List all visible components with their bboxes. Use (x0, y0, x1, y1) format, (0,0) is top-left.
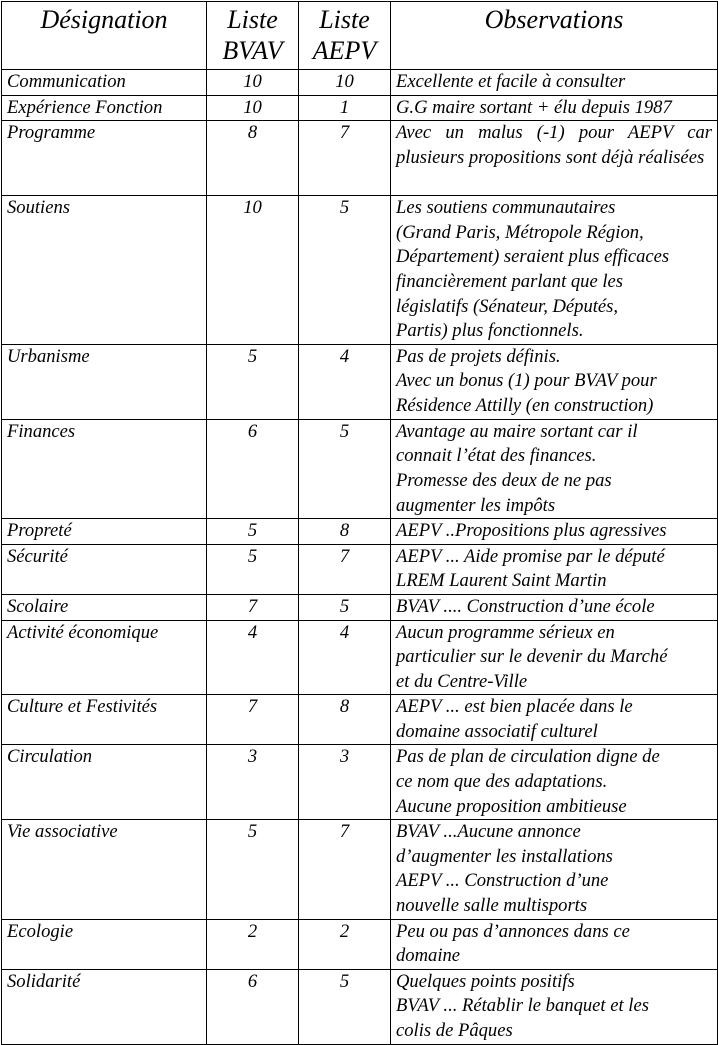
score-aepv-cell: 10 (299, 70, 391, 96)
observation-line: Peu ou pas d’annonces dans ce (396, 920, 630, 942)
score-aepv-cell: 7 (299, 121, 391, 196)
observation-line: Avec un bonus (1) pour BVAV pour (396, 370, 657, 392)
designation-cell: Soutiens (2, 196, 207, 345)
observation-line: LREM Laurent Saint Martin (396, 570, 607, 592)
designation-cell: Sécurité (2, 544, 207, 594)
observation-line: Aucune proposition ambitieuse (396, 795, 627, 817)
score-bvav-cell: 8 (207, 121, 299, 196)
score-bvav-cell: 7 (207, 695, 299, 745)
score-bvav-cell: 10 (207, 95, 299, 121)
header-observations (391, 2, 718, 70)
header-liste-bvav-line2: BVAV (222, 36, 283, 65)
observation-line: nouvelle salle multisports (396, 895, 588, 917)
score-aepv-cell: 3 (299, 745, 391, 820)
designation-cell: Programme (2, 121, 207, 196)
observation-line: Quelques points positifs (396, 970, 575, 992)
observation-line: colis de Pâques (396, 1020, 513, 1041)
observations-cell (391, 695, 718, 745)
table-row (2, 919, 718, 969)
score-aepv-cell: 8 (299, 695, 391, 745)
observation-line: Pas de plan de circulation digne de (396, 746, 660, 768)
score-aepv-cell: 7 (299, 820, 391, 919)
observations-cell (391, 745, 718, 820)
table-row (2, 419, 718, 518)
observation-line: AEPV ... est bien placée dans le (396, 696, 633, 718)
score-aepv-cell: 4 (299, 344, 391, 419)
comparison-table (1, 1, 718, 1045)
designation-cell: Propreté (2, 519, 207, 545)
observation-line: domaine (396, 945, 461, 967)
header-row (2, 2, 718, 70)
header-liste-aepv-line2: AEPV (312, 36, 377, 65)
score-bvav-cell: 5 (207, 820, 299, 919)
designation-cell: Activité économique (2, 620, 207, 695)
designation-cell: Finances (2, 419, 207, 518)
header-liste-bvav (207, 2, 299, 70)
observation-line: Les soutiens communautaires (396, 197, 616, 219)
observations-cell (391, 196, 718, 345)
table-row (2, 121, 718, 196)
designation-cell: Scolaire (2, 594, 207, 620)
table-row (2, 745, 718, 820)
observation-line: Avantage au maire sortant car il (396, 420, 638, 442)
table-row (2, 594, 718, 620)
observation-line: Aucun programme sérieux en (396, 621, 615, 643)
score-bvav-cell: 3 (207, 745, 299, 820)
observation-line: BVAV ... Rétablir le banquet et les (396, 995, 649, 1017)
observation-line: Département) seraient plus efficaces (396, 246, 670, 268)
observation-line: AEPV ... Aide promise par le député (396, 545, 665, 567)
observations-cell (391, 344, 718, 419)
score-aepv-cell: 5 (299, 196, 391, 345)
table-row (2, 519, 718, 545)
score-bvav-cell: 6 (207, 969, 299, 1044)
score-bvav-cell: 6 (207, 419, 299, 518)
table-row (2, 70, 718, 96)
table-row (2, 969, 718, 1044)
observations-cell (391, 919, 718, 969)
observation-line: Résidence Attilly (en construction) (396, 394, 654, 416)
designation-cell: Solidarité (2, 969, 207, 1044)
designation-cell: Ecologie (2, 919, 207, 969)
observations-cell (391, 594, 718, 620)
header-liste-aepv (299, 2, 391, 70)
header-liste-aepv-line1: Liste (319, 5, 370, 34)
table-row (2, 344, 718, 419)
observation-line: BVAV ...Aucune annonce (396, 821, 581, 843)
observation-line: Excellente et facile à consulter (396, 71, 626, 92)
observation-line: BVAV .... Construction d’une école (396, 595, 655, 617)
observation-line: financièrement parlant que les (396, 270, 624, 292)
score-bvav-cell: 4 (207, 620, 299, 695)
designation-cell: Circulation (2, 745, 207, 820)
score-aepv-cell: 4 (299, 620, 391, 695)
observation-line: (Grand Paris, Métropole Région, (396, 221, 644, 243)
observation-line: Promesse des deux de ne pas (396, 469, 612, 491)
observation-line: Partis) plus fonctionnels. (396, 320, 584, 342)
score-aepv-cell: 5 (299, 969, 391, 1044)
observation-line: augmenter les impôts (396, 494, 556, 516)
table-row (2, 820, 718, 919)
score-bvav-cell: 2 (207, 919, 299, 969)
observations-cell (391, 820, 718, 919)
observations-cell (391, 70, 718, 96)
observation-line: G.G maire sortant + élu depuis 1987 (396, 96, 672, 118)
score-bvav-cell: 5 (207, 519, 299, 545)
observations-cell (391, 121, 718, 196)
score-aepv-cell: 7 (299, 544, 391, 594)
observation-line: AEPV ... Construction d’une (396, 870, 609, 892)
designation-cell: Urbanisme (2, 344, 207, 419)
score-aepv-cell: 5 (299, 594, 391, 620)
table-row (2, 620, 718, 695)
table-row (2, 196, 718, 345)
observation-line: particulier sur le devenir du Marché (396, 646, 668, 668)
observation-line: connait l’état des finances. (396, 445, 597, 467)
observation-line: législatifs (Sénateur, Députés, (396, 295, 619, 317)
table-row (2, 544, 718, 594)
observation-line: domaine associatif culturel (396, 720, 598, 742)
score-bvav-cell: 5 (207, 544, 299, 594)
observations-cell (391, 519, 718, 545)
designation-cell: Expérience Fonction (2, 95, 207, 121)
score-aepv-cell: 5 (299, 419, 391, 518)
observations-cell (391, 419, 718, 518)
score-bvav-cell: 10 (207, 70, 299, 96)
header-observations-label: Observations (484, 5, 624, 34)
observation-line: Avec un malus (-1) pour AEPV car plusieurs propositions sont déjà réalisées (396, 122, 712, 168)
score-aepv-cell: 8 (299, 519, 391, 545)
score-bvav-cell: 10 (207, 196, 299, 345)
designation-cell: Communication (2, 70, 207, 96)
observation-line: AEPV ..Propositions plus agressives (396, 520, 667, 542)
observations-cell (391, 544, 718, 594)
score-aepv-cell: 1 (299, 95, 391, 121)
observations-cell (391, 95, 718, 121)
observations-cell (391, 969, 718, 1044)
observation-line: et du Centre-Ville (396, 670, 528, 692)
designation-cell: Vie associative (2, 820, 207, 919)
observation-line: d’augmenter les installations (396, 845, 613, 867)
header-designation (2, 2, 207, 70)
header-liste-bvav-line1: Liste (227, 5, 278, 34)
table-body (2, 70, 718, 1045)
designation-cell: Culture et Festivités (2, 695, 207, 745)
header-designation-label: Désignation (40, 5, 168, 34)
observation-line: ce nom que des adaptations. (396, 771, 608, 793)
table-row (2, 95, 718, 121)
score-aepv-cell: 2 (299, 919, 391, 969)
score-bvav-cell: 5 (207, 344, 299, 419)
observations-cell (391, 620, 718, 695)
observation-line: Pas de projets définis. (396, 345, 561, 367)
score-bvav-cell: 7 (207, 594, 299, 620)
table-row (2, 695, 718, 745)
